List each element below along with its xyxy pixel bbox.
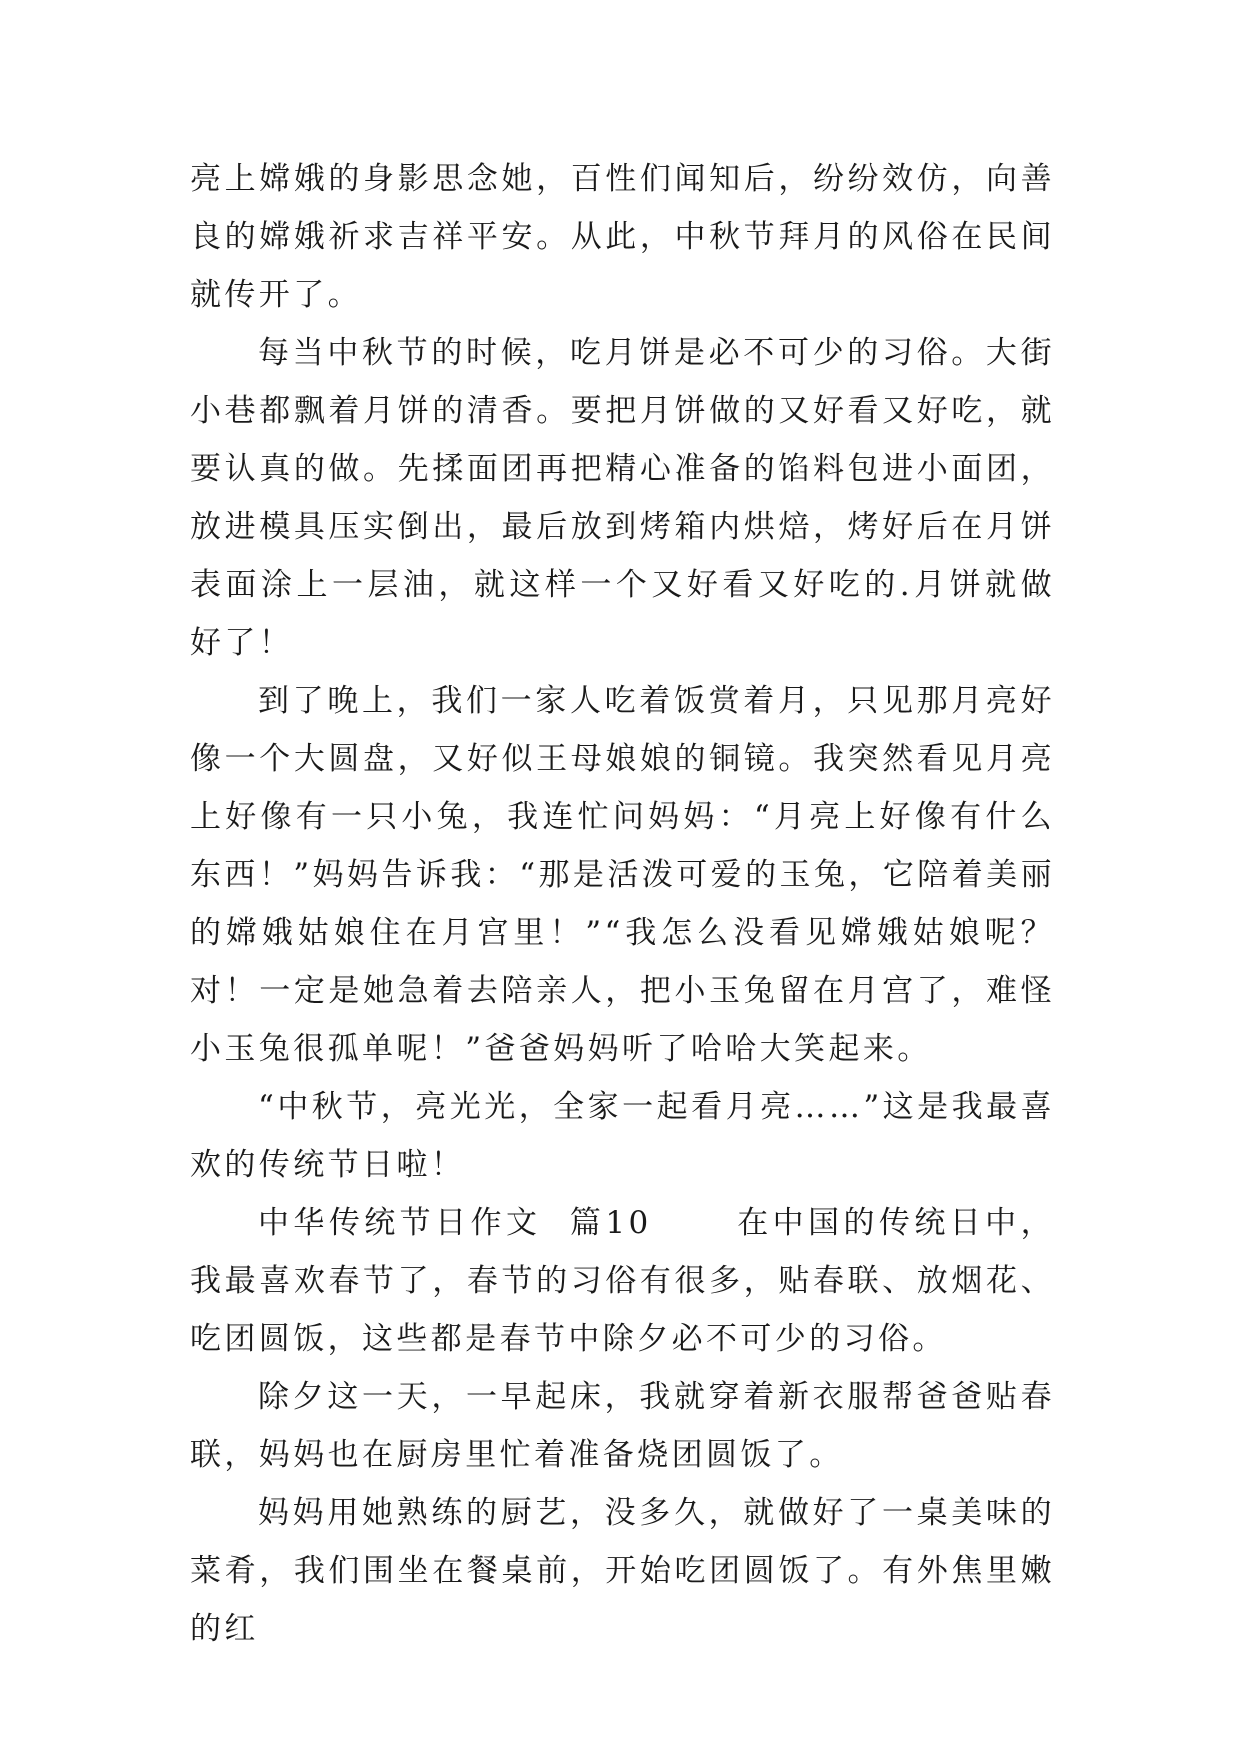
paragraph-5: 中华传统节日作文 篇10 在中国的传统日中，我最喜欢春节了，春节的习俗有很多，贴春联、放烟花、吃团圆饭，这些都是春节中除夕必不可少的习俗。 xyxy=(190,1205,1055,1357)
paragraph-7: 妈妈用她熟练的厨艺，没多久，就做好了一桌美味的菜肴，我们围坐在餐桌前，开始吃团圆饭了。有外焦里嫩的红 xyxy=(190,1495,1055,1647)
paragraph-4: “中秋节，亮光光，全家一起看月亮……”这是我最喜欢的传统节日啦！ xyxy=(190,1089,1055,1183)
paragraph-6: 除夕这一天，一早起床，我就穿着新衣服帮爸爸贴春联，妈妈也在厨房里忙着准备烧团圆饭了。 xyxy=(190,1379,1055,1473)
paragraph-1: 亮上嫦娥的身影思念她，百性们闻知后，纷纷效仿，向善良的嫦娥祈求吉祥平安。从此，中秋节拜月的风俗在民间就传开了。 xyxy=(190,161,1055,313)
paragraph-3: 到了晚上，我们一家人吃着饭赏着月，只见那月亮好像一个大圆盘，又好似王母娘娘的铜镜。我突然看见月亮上好像有一只小兔，我连忙问妈妈：“月亮上好像有什么东西！”妈妈告诉我：“那是活泼可爱的玉兔，它陪着美丽的嫦娥姑娘住在月宫里！”“我怎么没看见嫦娥姑娘呢？对！一定是她急着去陪亲人，把小玉兔留在月宫了，难怪小玉兔很孤单呢！”爸爸妈妈听了哈哈大笑起来。 xyxy=(190,683,1055,1067)
document-page xyxy=(190,150,1055,1658)
paragraph-2: 每当中秋节的时候，吃月饼是必不可少的习俗。大街小巷都飘着月饼的清香。要把月饼做的又好看又好吃，就要认真的做。先揉面团再把精心准备的馅料包进小面团，放进模具压实倒出，最后放到烤箱内烘焙，烤好后在月饼表面涂上一层油，就这样一个又好看又好吃的.月饼就做好了！ xyxy=(190,335,1055,661)
